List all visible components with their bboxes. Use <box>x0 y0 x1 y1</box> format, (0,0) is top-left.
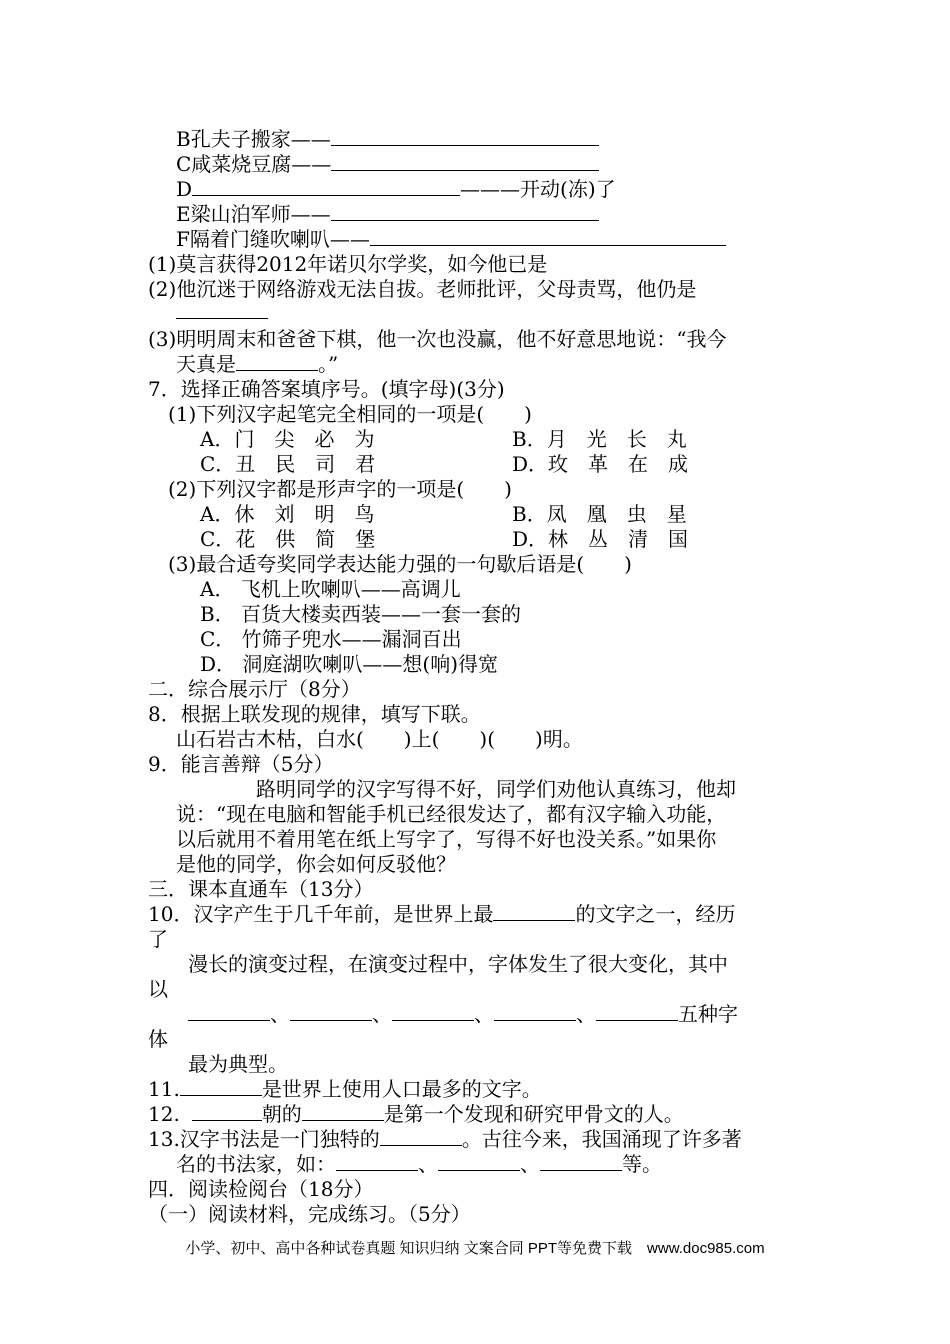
blank[interactable] <box>336 1152 418 1171</box>
blank[interactable] <box>192 1102 262 1121</box>
q13-line-2: 名的书法家，如： 、 、 等。 <box>176 1152 662 1176</box>
q10-line-5: 、 、 、 、 五种字 <box>188 1002 738 1026</box>
q7-sub3-stem: (3)最合适夸奖同学表达能力强的一句歇后语是( ) <box>168 552 632 576</box>
blank[interactable] <box>596 1002 678 1021</box>
blank[interactable] <box>392 1002 474 1021</box>
item-c: C咸菜烧豆腐—— <box>176 152 599 176</box>
q7-sub2-option-a[interactable]: A．休 刘 明 鸟 <box>200 502 375 526</box>
blank[interactable] <box>370 227 726 246</box>
q7-title: 7．选择正确答案填序号。(填字母)(3分) <box>148 377 505 401</box>
blank[interactable] <box>192 177 460 196</box>
q8-body: 山石岩古木枯，白水( )上( )( )明。 <box>176 727 583 751</box>
q12: 12. 朝的 是第一个发现和研究甲骨文的人。 <box>148 1102 684 1126</box>
blank[interactable] <box>290 1002 372 1021</box>
blank[interactable] <box>176 300 268 319</box>
q9-line-2: 说：“现在电脑和智能手机已经很发达了，都有汉字输入功能， <box>176 802 727 826</box>
usage-q2: (2)他沉迷于网络游戏无法自拔。老师批评，父母责骂，他仍是 <box>148 277 697 301</box>
blank[interactable] <box>188 1002 270 1021</box>
q9-line-1: 路明同学的汉字写得不好，同学们劝他认真练习，他却 <box>256 777 736 801</box>
q7-sub1-option-c[interactable]: C．丑 民 司 君 <box>200 452 376 476</box>
usage-q3-line2: 天真是 。” <box>176 352 339 376</box>
usage-q1: (1)莫言获得2012年诺贝尔学奖，如今他已是 <box>148 252 548 276</box>
q10-line-6: 体 <box>148 1027 168 1051</box>
section4-title: 四．阅读检阅台（18分） <box>148 1177 374 1201</box>
q8-title: 8．根据上联发现的规律，填写下联。 <box>148 702 481 726</box>
blank[interactable] <box>236 352 318 371</box>
q7-sub3-option-b[interactable]: B． 百货大楼卖西装——一套一套的 <box>200 602 522 626</box>
blank[interactable] <box>180 1077 262 1096</box>
item-f: F隔着门缝吹喇叭—— <box>176 227 726 251</box>
q9-title: 9．能言善辩（5分） <box>148 752 334 776</box>
q10-line-3: 漫长的演变过程，在演变过程中，字体发生了很大变化，其中 <box>188 952 728 976</box>
q11: 11. 是世界上使用人口最多的文字。 <box>148 1077 542 1101</box>
q10-line-4: 以 <box>148 977 168 1001</box>
item-e: E梁山泊军师—— <box>176 202 599 226</box>
usage-q3-line1: (3)明明周末和爸爸下棋，他一次也没赢，他不好意思地说：“我今 <box>148 327 727 351</box>
usage-q2-blank <box>176 300 268 324</box>
item-d: D ———开动(冻)了 <box>176 177 616 201</box>
item-b: B孔夫子搬家—— <box>176 127 599 151</box>
q7-sub2-option-d[interactable]: D．林 丛 清 国 <box>512 527 689 551</box>
q7-sub3-option-d[interactable]: D． 洞庭湖吹喇叭——想(响)得宽 <box>200 652 498 676</box>
q9-line-4: 是他的同学，你会如何反驳他？ <box>176 852 456 876</box>
q7-sub1-option-b[interactable]: B．月 光 长 丸 <box>512 427 687 451</box>
blank[interactable] <box>302 1102 384 1121</box>
q10-line-1: 10．汉字产生于几千年前，是世界上最 的文字之一，经历 <box>148 902 736 926</box>
q7-sub2-stem: (2)下列汉字都是形声字的一项是( ) <box>168 477 512 501</box>
blank[interactable] <box>380 1127 462 1146</box>
q7-sub2-option-b[interactable]: B．凤 凰 虫 星 <box>512 502 687 526</box>
blank[interactable] <box>331 202 599 221</box>
q7-sub3-option-c[interactable]: C． 竹筛子兜水——漏洞百出 <box>200 627 462 651</box>
blank[interactable] <box>331 127 599 146</box>
q13-line-1: 13.汉字书法是一门独特的 。古往今来，我国涌现了许多著 <box>148 1127 742 1151</box>
q7-sub2-option-c[interactable]: C．花 供 简 堡 <box>200 527 376 551</box>
page-footer: 小学、初中、高中各种试卷真题 知识归纳 文案合同 PPT等免费下载 www.doc985.com <box>185 1240 765 1257</box>
q7-sub3-option-a[interactable]: A． 飞机上吹喇叭——高调儿 <box>200 577 461 601</box>
section4-sub1: （一）阅读材料，完成练习。（5分） <box>148 1202 471 1226</box>
blank[interactable] <box>331 152 599 171</box>
q10-line-2: 了 <box>148 927 168 951</box>
q9-line-3: 以后就用不着用笔在纸上写字了，写得不好也没关系。”如果你 <box>176 827 717 851</box>
blank[interactable] <box>438 1152 520 1171</box>
q7-sub1-option-d[interactable]: D．玫 革 在 成 <box>512 452 689 476</box>
section2-title: 二．综合展示厅（8分） <box>148 677 361 701</box>
blank[interactable] <box>540 1152 622 1171</box>
blank[interactable] <box>493 902 575 921</box>
q10-line-7: 最为典型。 <box>188 1052 288 1076</box>
section3-title: 三．课本直通车（13分） <box>148 877 374 901</box>
q7-sub1-option-a[interactable]: A．门 尖 必 为 <box>200 427 375 451</box>
blank[interactable] <box>494 1002 576 1021</box>
q7-sub1-stem: (1)下列汉字起笔完全相同的一项是( ) <box>168 402 532 426</box>
